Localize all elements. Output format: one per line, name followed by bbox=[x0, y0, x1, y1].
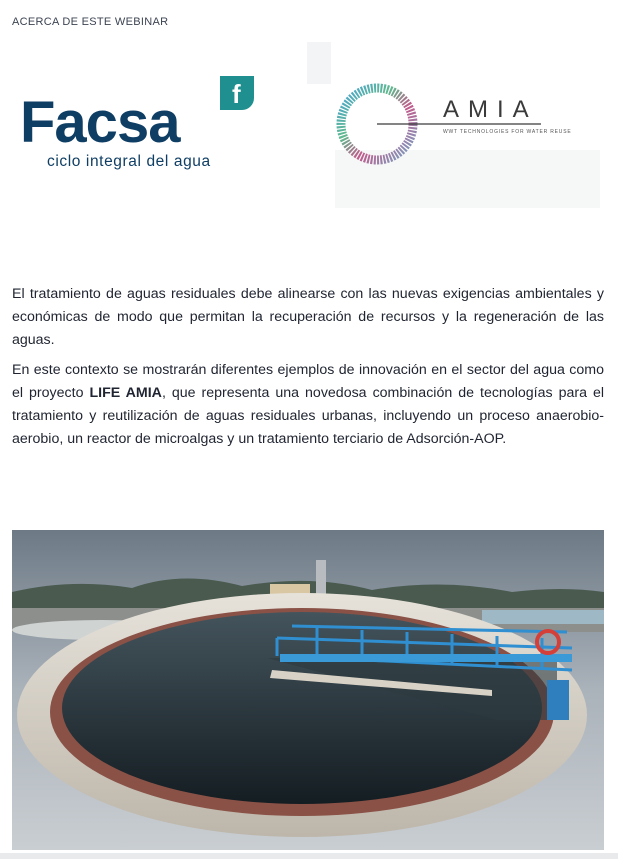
life-amia-highlight: LIFE AMIA bbox=[89, 385, 162, 401]
facsa-tagline: ciclo integral del agua bbox=[47, 153, 211, 170]
treatment-plant-photo bbox=[12, 530, 604, 850]
facsa-wordmark: Facsa bbox=[20, 90, 180, 155]
paragraph-2-text-end: , que representa una novedosa combinación de tecnologías para el tratamiento y reutilización de aguas residuales urbanas, incluyendo un proceso anaerobio-aerobio, un reactor de microalgas y un tratamiento terciario de Adsorción-AOP. bbox=[12, 385, 605, 447]
amia-logo bbox=[305, 40, 605, 210]
description-paragraph-1: El tratamiento de aguas residuales debe alinearse con las nuevas exigencias ambientales y económicas de modo que permitan la recuperación de recursos y la regeneración de las aguas. bbox=[12, 286, 604, 348]
description-paragraph-2 bbox=[12, 359, 604, 451]
paragraph-2-text-start: En este contexto se mostrarán diferentes ejemplos de innovación en el sector del agua como el proyecto bbox=[12, 362, 604, 401]
webinar-description bbox=[12, 283, 604, 458]
bottom-scroll-edge bbox=[0, 853, 618, 859]
facsa-logo bbox=[20, 72, 260, 182]
amia-emblem bbox=[305, 40, 605, 210]
section-label: ACERCA DE ESTE WEBINAR bbox=[12, 16, 169, 28]
facsa-badge-letter: f bbox=[232, 79, 241, 109]
amia-tagline: WWT TECHNOLOGIES FOR WATER REUSE bbox=[443, 129, 572, 135]
facsa-badge-icon bbox=[216, 72, 258, 114]
photo-illustration bbox=[12, 530, 604, 850]
amia-wordmark: AMIA bbox=[443, 96, 538, 123]
partner-logos bbox=[0, 40, 618, 220]
